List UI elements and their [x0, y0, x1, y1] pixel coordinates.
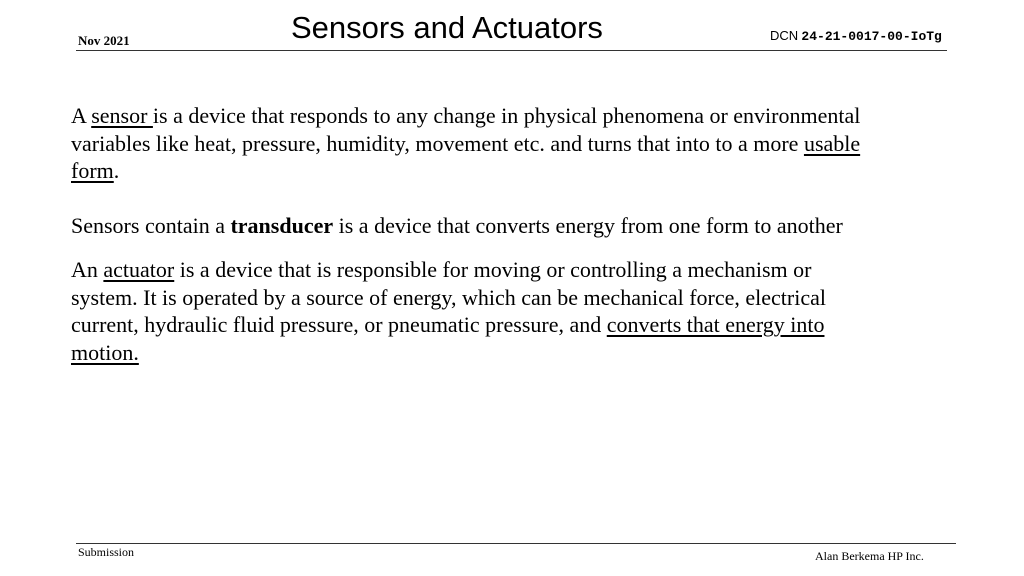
p1-text-1: A [71, 103, 92, 128]
p2-text-1: Sensors contain a [71, 212, 231, 238]
footer-submission: Submission [78, 545, 135, 559]
p3-text-1: An [71, 257, 104, 282]
transducer-term: transducer [230, 212, 334, 238]
p1-text-3: . [113, 158, 120, 183]
p2-text-2: is a device that converts energy from one form to another [333, 212, 843, 238]
sensor-term: sensor [91, 103, 153, 128]
footer-divider [76, 543, 956, 544]
usable-form-term: usable form [71, 130, 861, 183]
sensor-paragraph [71, 102, 861, 185]
actuator-paragraph [71, 256, 861, 366]
dcn-number: 24-21-0017-00-IoTg [801, 29, 942, 44]
document-control-number [770, 28, 942, 44]
slide-body [71, 102, 861, 366]
p1-text-2: is a device that responds to any change in physical phenomena or environmental variables like heat, pressure, humidity, movement etc. and turns that into to a more [71, 103, 861, 156]
actuator-term: actuator [103, 257, 175, 282]
footer-author: Alan Berkema HP Inc. [815, 549, 924, 563]
dcn-label: DCN [770, 28, 799, 43]
header-divider [76, 50, 947, 51]
transducer-paragraph [71, 212, 861, 240]
converts-energy-term: converts that energy into motion. [71, 312, 825, 365]
header-date: Nov 2021 [78, 33, 130, 48]
slide-title: Sensors and Actuators [291, 10, 603, 45]
p3-text-2: is a device that is responsible for moving or controlling a mechanism or system. It is operated by a source of energy, which can be mechanical force, electrical current, hydraulic fluid pressure, or pneumatic pressure, and [71, 257, 826, 337]
